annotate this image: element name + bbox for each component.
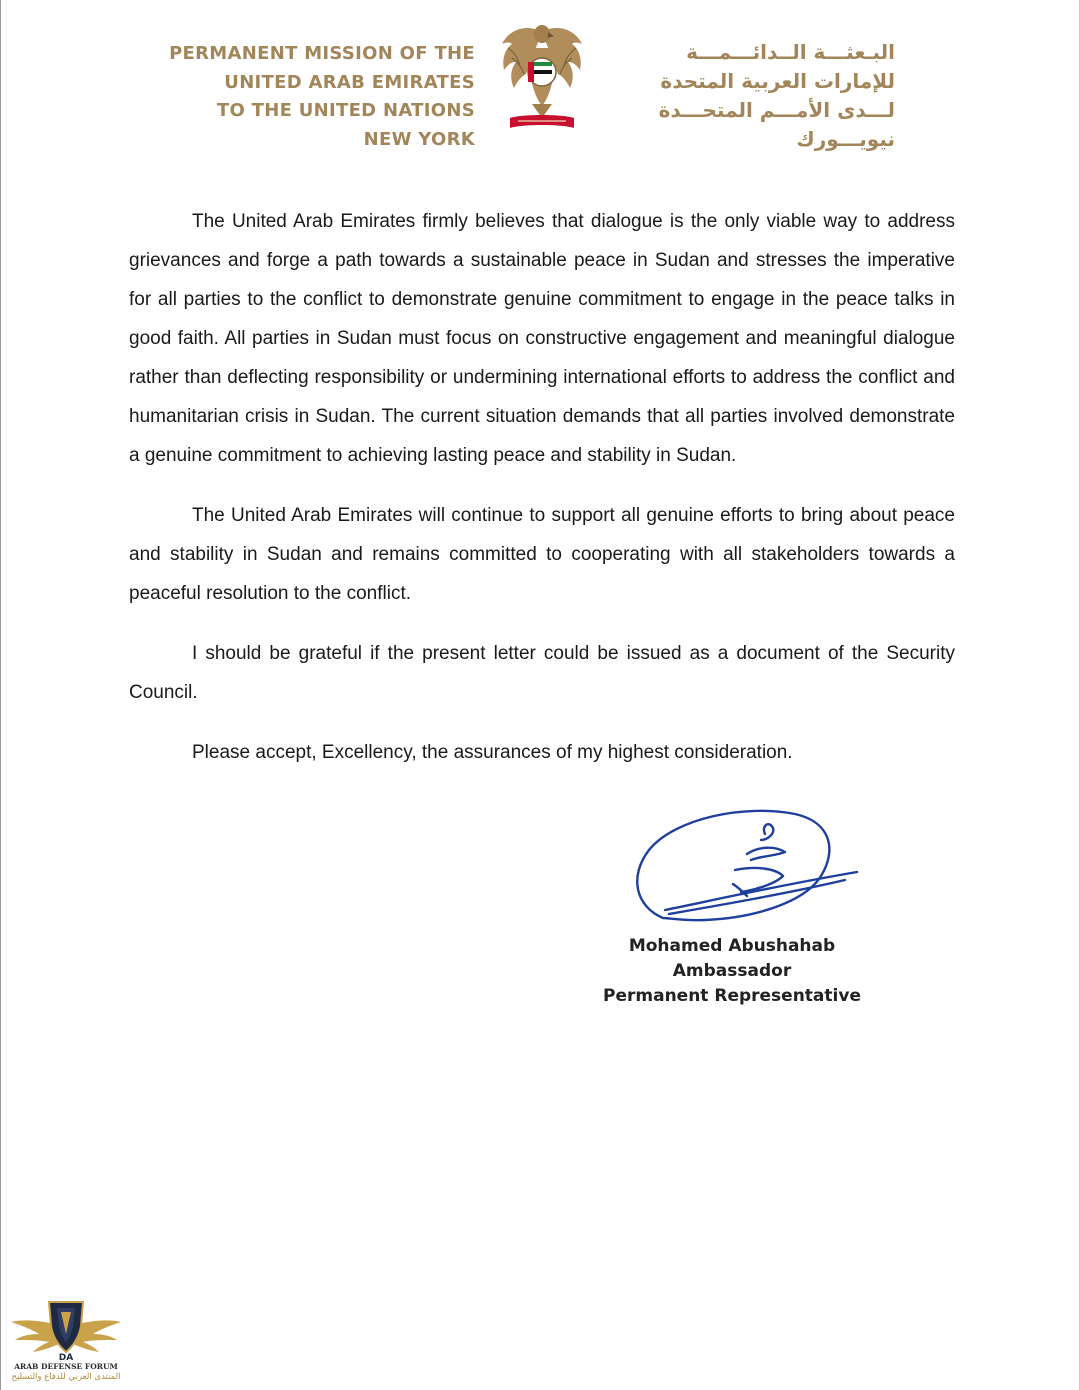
letterhead-english-line: NEW YORK [363, 128, 475, 150]
handwritten-signature-icon [625, 806, 865, 930]
letterhead-english-line: TO THE UNITED NATIONS [216, 100, 475, 121]
body-paragraph: I should be grateful if the present letter could be issued as a document of the Security Council. [129, 643, 955, 703]
signer-block [591, 934, 873, 1009]
forum-name-english: ARAB DEFENSE FORUM [14, 1362, 118, 1371]
closing-paragraph: Please accept, Excellency, the assurances of my highest consideration. [192, 742, 793, 763]
letter-body [129, 202, 955, 772]
letterhead [1, 18, 1080, 158]
letterhead-english-line: UNITED ARAB EMIRATES [224, 71, 475, 93]
letterhead-arabic [603, 38, 895, 154]
letterhead-arabic-line: لـــدى الأمـــم المتحـــدة [658, 98, 895, 122]
letterhead-arabic-line: البـعثـــة الــدائـــمـــة [686, 40, 895, 64]
body-paragraph: The United Arab Emirates will continue to support all genuine efforts to bring about peace and stability in Sudan and remains committed to cooperating with all stakeholders towards a peaceful resolution to the conflict. [129, 505, 955, 604]
letterhead-english [169, 40, 475, 154]
uae-falcon-emblem-icon [498, 18, 586, 132]
letterhead-arabic-line: للإمارات العربية المتحدة [660, 69, 895, 93]
letterhead-arabic-line: نيويـــورك [796, 127, 895, 151]
letterhead-english-line: PERMANENT MISSION OF THE [169, 43, 475, 64]
signer-title: Ambassador [672, 961, 792, 981]
signer-position: Permanent Representative [603, 986, 861, 1006]
body-paragraph: The United Arab Emirates firmly believes that dialogue is the only viable way to address grievances and forge a path towards a sustainable peace in Sudan and stresses the imperative for all parties to the conflict to demonstrate genuine commitment to engage in the peace talks in good faith. All parties in Sudan must focus on constructive engagement and meaningful dialogue rather than deflecting responsibility or undermining international efforts to address the conflict and humanitarian crisis in Sudan. The current situation demands that all parties involved demonstrate a genuine commitment to achieving lasting peace and stability in Sudan. [129, 211, 955, 466]
signer-name: Mohamed Abushahab [628, 936, 836, 956]
arab-defense-forum-logo-icon [7, 1296, 125, 1388]
forum-initials: DA [58, 1353, 74, 1362]
forum-name-arabic: المنتدى العربي للدفاع والتسليح [11, 1372, 121, 1382]
